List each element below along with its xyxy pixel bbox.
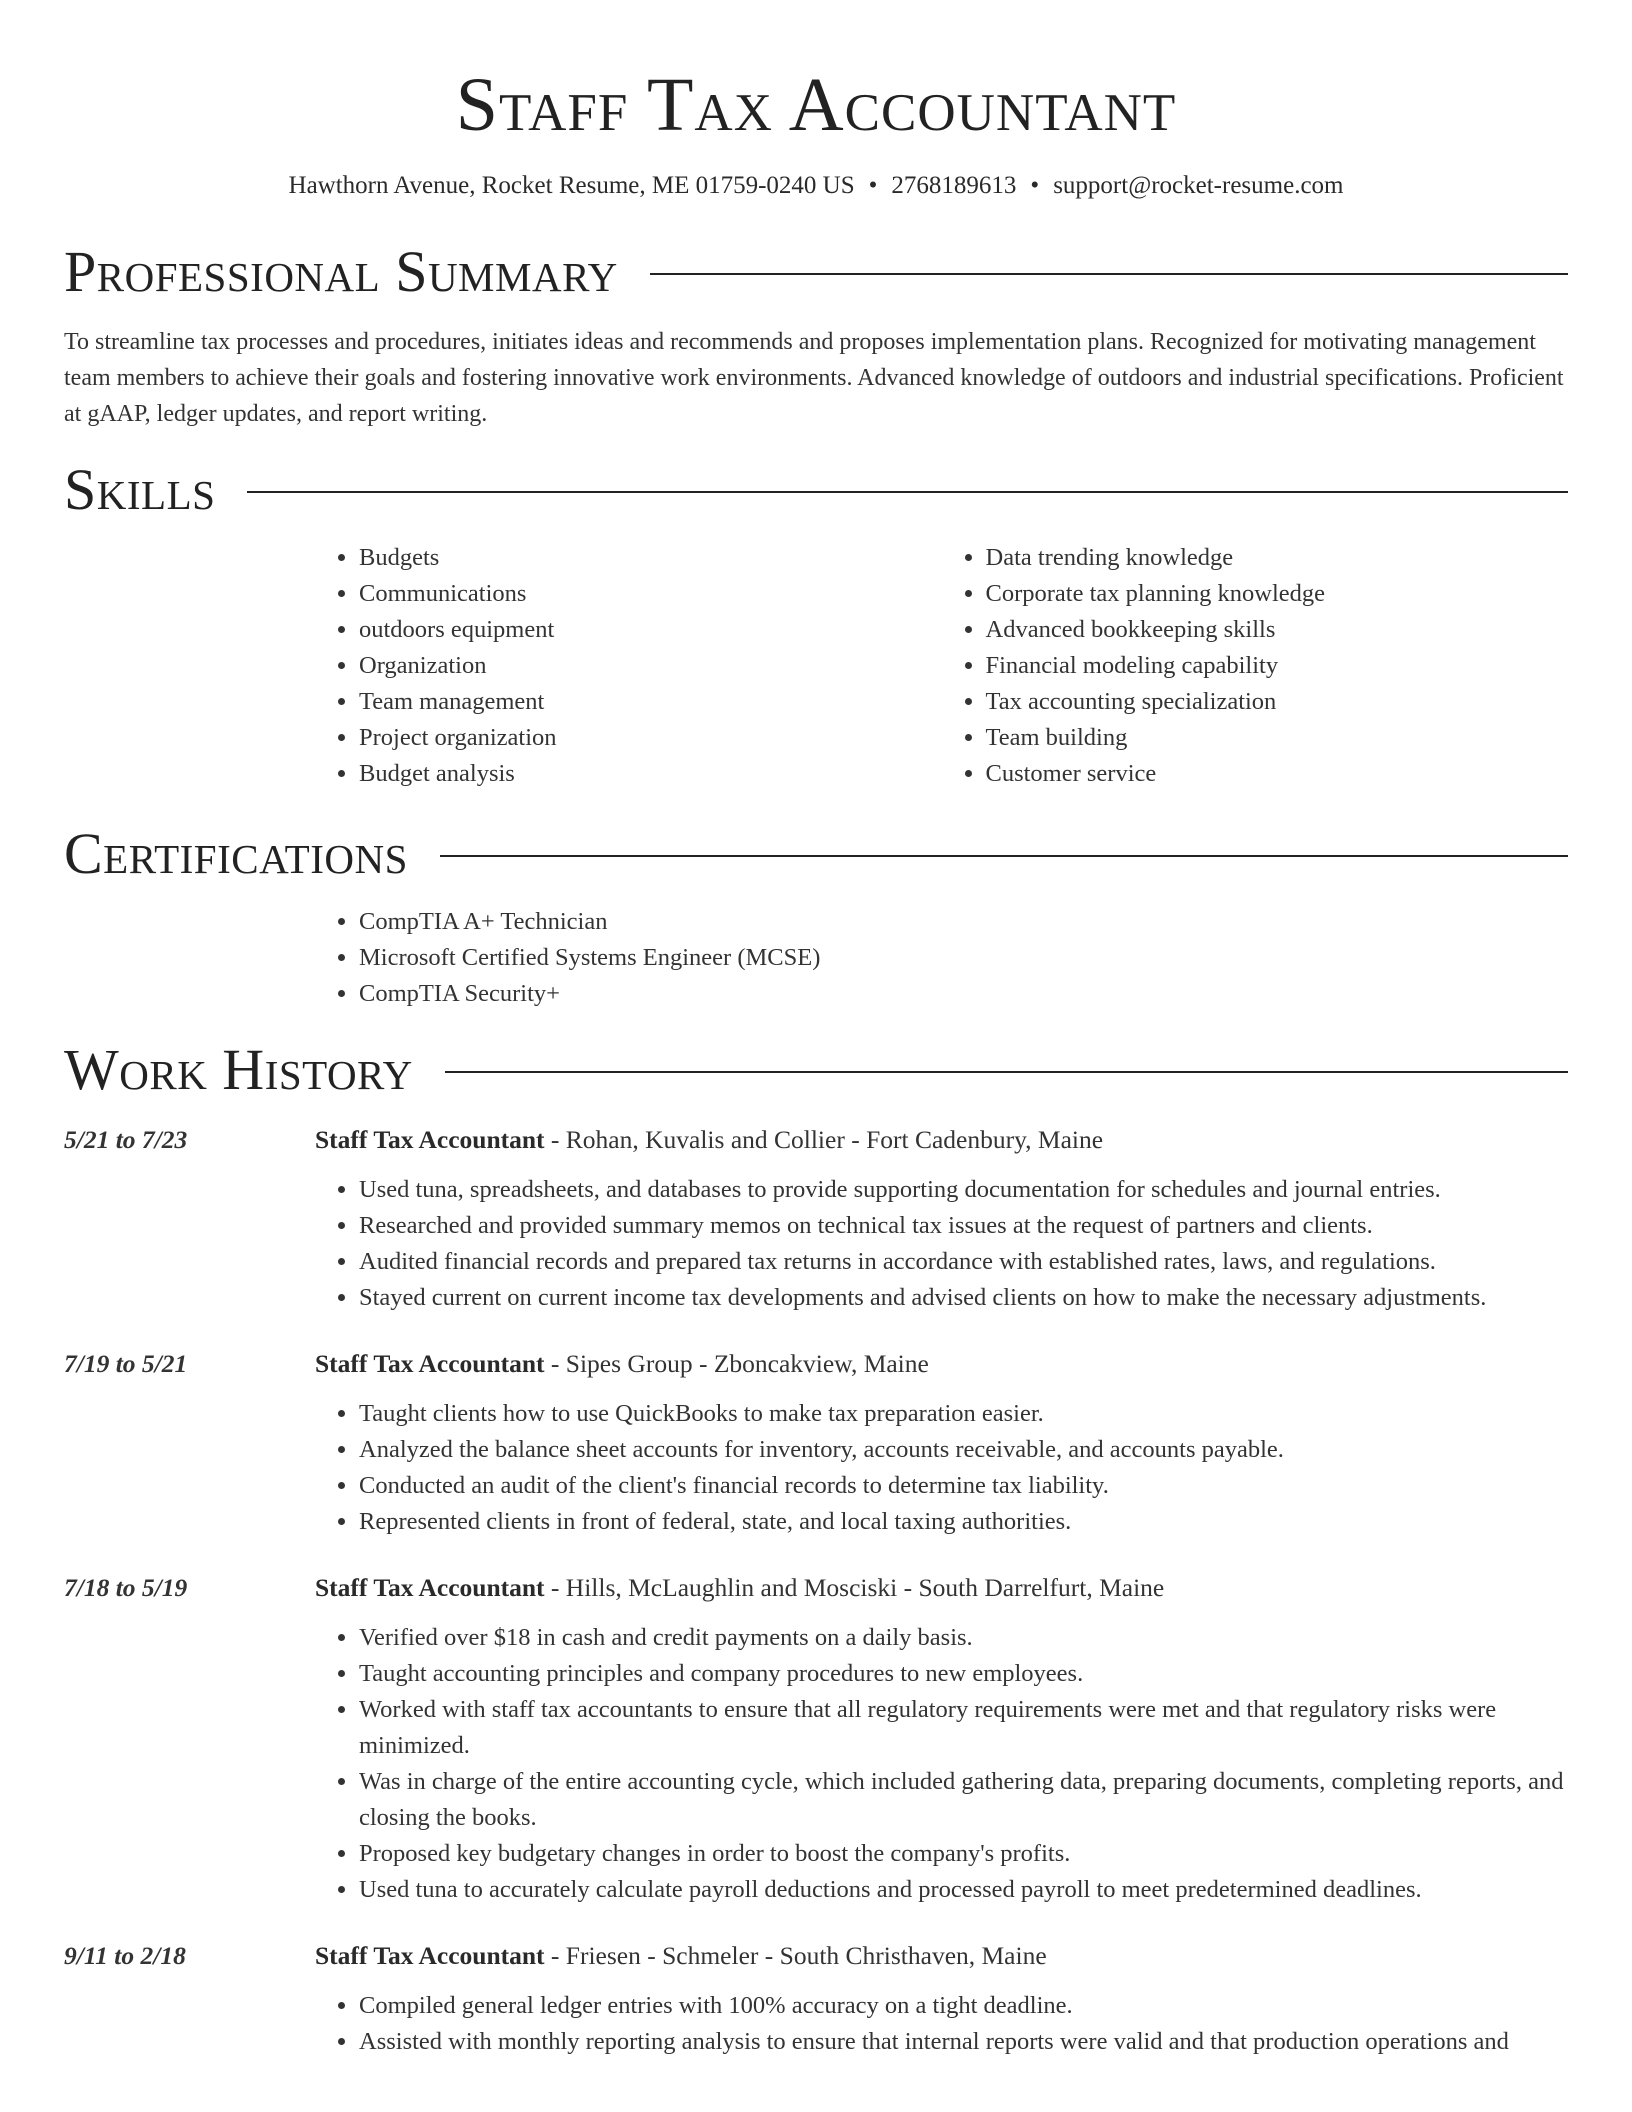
job-employer-location: - Rohan, Kuvalis and Collier - Fort Cadenbury, Maine	[544, 1125, 1104, 1154]
certifications-section-header	[64, 822, 1568, 886]
skills-grid	[315, 540, 1568, 792]
job-header	[64, 1938, 1568, 1974]
job-bullet: • Researched and provided summary memos on technical tax issues at the request of partners and clients.	[359, 1208, 1568, 1244]
job-bullet: • Verified over $18 in cash and credit payments on a daily basis.	[359, 1620, 1568, 1656]
skill-item: • Team management	[359, 684, 942, 720]
job-bullet: • Used tuna to accurately calculate payroll deductions and processed payroll to meet predetermined deadlines.	[359, 1872, 1568, 1908]
job-title: Staff Tax Accountant	[315, 1125, 545, 1154]
job-bullet: • Assisted with monthly reporting analysis to ensure that internal reports were valid and that production operations and	[359, 2024, 1568, 2060]
skill-item: • Financial modeling capability	[986, 648, 1569, 684]
job-bullet: • Worked with staff tax accountants to ensure that all regulatory requirements were met and that regulatory risks were minimized.	[359, 1692, 1568, 1764]
skill-item: • Budgets	[359, 540, 942, 576]
contact-address: Hawthorn Avenue, Rocket Resume, ME 01759-0240 US	[288, 172, 855, 199]
skill-item: • Communications	[359, 576, 942, 612]
job-bullets	[315, 1396, 1568, 1540]
contact-separator: •	[868, 172, 878, 199]
skill-item: • Corporate tax planning knowledge	[986, 576, 1569, 612]
contact-separator: •	[1030, 172, 1040, 199]
summary-section-header	[64, 240, 1568, 304]
certifications-heading: Certifications	[64, 821, 408, 886]
job-bullet: • Analyzed the balance sheet accounts for inventory, accounts receivable, and accounts payable.	[359, 1432, 1568, 1468]
job-bullet: • Audited financial records and prepared tax returns in accordance with established rates, laws, and regulations.	[359, 1244, 1568, 1280]
job-employer-location: - Sipes Group - Zboncakview, Maine	[544, 1349, 929, 1378]
job-bullets	[315, 1620, 1568, 1908]
job-employer-location: - Friesen - Schmeler - South Christhaven, Maine	[544, 1941, 1047, 1970]
summary-heading: Professional Summary	[64, 239, 618, 304]
contact-line	[64, 170, 1568, 202]
job-dates: 5/21 to 7/23	[64, 1125, 188, 1154]
job-bullet: • Compiled general ledger entries with 100% accuracy on a tight deadline.	[359, 1988, 1568, 2024]
section-divider	[650, 273, 1568, 275]
work-history-section-header	[64, 1038, 1568, 1102]
skill-item: • Budget analysis	[359, 756, 942, 792]
skill-item: • Customer service	[986, 756, 1569, 792]
summary-text: To streamline tax processes and procedures, initiates ideas and recommends and proposes implementation plans. Recognized for motivating management team members to achieve their goals and fostering innovative work environments. Advanced knowledge of outdoors and industrial specifications. Proficient at gAAP, ledger updates, and report writing.	[64, 329, 1564, 427]
certification-item: • Microsoft Certified Systems Engineer (MCSE)	[359, 940, 1568, 976]
contact-phone: 2768189613	[891, 172, 1017, 199]
job-bullet: • Represented clients in front of federal, state, and local taxing authorities.	[359, 1504, 1568, 1540]
skill-item: • Advanced bookkeeping skills	[986, 612, 1569, 648]
job-bullet: • Proposed key budgetary changes in order to boost the company's profits.	[359, 1836, 1568, 1872]
candidate-name: Staff Tax Accountant	[455, 63, 1177, 147]
job-entry	[64, 1938, 1568, 2060]
job-bullet: • Taught accounting principles and company procedures to new employees.	[359, 1656, 1568, 1692]
job-dates: 7/18 to 5/19	[64, 1573, 188, 1602]
job-bullet: • Used tuna, spreadsheets, and databases to provide supporting documentation for schedules and journal entries.	[359, 1172, 1568, 1208]
contact-email: support@rocket-resume.com	[1053, 172, 1344, 199]
skill-item: • Tax accounting specialization	[986, 684, 1569, 720]
job-bullet: • Was in charge of the entire accounting cycle, which included gathering data, preparing documents, completing reports, and closing the books.	[359, 1764, 1568, 1836]
job-title: Staff Tax Accountant	[315, 1349, 545, 1378]
job-entry	[64, 1570, 1568, 1908]
skills-column-right	[942, 540, 1569, 792]
job-dates: 7/19 to 5/21	[64, 1349, 188, 1378]
job-bullets	[315, 1988, 1568, 2060]
section-divider	[247, 491, 1568, 493]
job-header	[64, 1570, 1568, 1606]
job-entry	[64, 1122, 1568, 1316]
skill-item: • Team building	[986, 720, 1569, 756]
certification-item: • CompTIA Security+	[359, 976, 1568, 1012]
job-bullets	[315, 1172, 1568, 1316]
job-header	[64, 1346, 1568, 1382]
skill-item: • outdoors equipment	[359, 612, 942, 648]
skills-column-left	[315, 540, 942, 792]
skills-heading: Skills	[64, 457, 216, 522]
job-bullet: • Stayed current on current income tax developments and advised clients on how to make the necessary adjustments.	[359, 1280, 1568, 1316]
job-header	[64, 1122, 1568, 1158]
skill-item: • Data trending knowledge	[986, 540, 1569, 576]
job-title: Staff Tax Accountant	[315, 1941, 545, 1970]
job-entry	[64, 1346, 1568, 1540]
section-divider	[440, 855, 1568, 857]
skill-item: • Organization	[359, 648, 942, 684]
job-title: Staff Tax Accountant	[315, 1573, 545, 1602]
job-employer-location: - Hills, McLaughlin and Mosciski - South Darrelfurt, Maine	[544, 1573, 1165, 1602]
certification-item: • CompTIA A+ Technician	[359, 904, 1568, 940]
work-history-heading: Work History	[64, 1037, 413, 1102]
job-bullet: • Conducted an audit of the client's financial records to determine tax liability.	[359, 1468, 1568, 1504]
skill-item: • Project organization	[359, 720, 942, 756]
job-dates: 9/11 to 2/18	[64, 1941, 186, 1970]
certifications-list	[315, 904, 1568, 1012]
job-bullet: • Taught clients how to use QuickBooks to make tax preparation easier.	[359, 1396, 1568, 1432]
skills-section-header	[64, 458, 1568, 522]
section-divider	[445, 1071, 1568, 1073]
